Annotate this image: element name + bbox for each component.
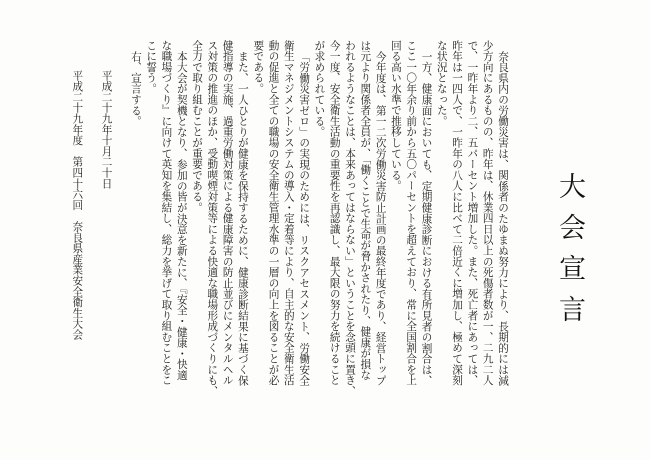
body-line: 少方向にあるものの、昨年は、休業四日以上の死傷者数が一、二九二人 — [481, 40, 494, 386]
declaration-body — [55, 40, 510, 436]
body-line: な職場づくり』に向けて英知を集結し、総力を挙げて取り組むことをこ — [160, 40, 173, 386]
body-line: 動の促進と全ての職場の安全衛生管理水準の一層の向上を図ることが必 — [267, 40, 280, 386]
body-line: 一方、健康面においても、定期健康診断における有所見者の割合は、 — [420, 50, 433, 386]
body-line: 「労働災害ゼロ」の実現のためには、リスクアセスメント、労働安全 — [298, 50, 311, 386]
document-title: 大会宣言 — [554, 172, 585, 336]
body-line: 奈良県内の労働災害は、関係者のたゆまぬ努力により、長期的には減 — [497, 50, 509, 386]
body-line: 今一度、安全衛生活動の重要性を再認識し、最大限の努力を続けること — [328, 40, 341, 386]
body-line: われるようなことは、本来あってはならない」ということを念頭に置き、 — [344, 40, 357, 397]
body-line: は元より関係者全員が、「働くことで生命が脅かされたり、健康が損な — [359, 40, 372, 381]
declaration-date: 平成二十九年十月二十日 — [100, 70, 113, 189]
body-line: で、一昨年より二、五パーセント増加した。また、死亡者にあっては、 — [466, 40, 479, 386]
body-line: ここ一〇年余り前から五〇パーセントを超えており、常に全国割合を上 — [405, 40, 418, 386]
body-line: 回る高い水準で推移している。 — [389, 40, 402, 192]
organizer-signature: 平成二十九年度 第四十六回 奈良県産業安全衛生大会 — [71, 70, 84, 340]
body-line: が求められている。 — [313, 40, 326, 138]
body-line: 今年度は、第一二次労働災害防止計画の最終年度であり、経営トップ — [374, 50, 387, 386]
body-line: また、一人ひとりが健康を保持するために、健康診断結果に基づく保 — [236, 50, 249, 386]
body-line: な状況となった。 — [435, 40, 448, 127]
declaration-closing: 右、宣言する。 — [129, 50, 142, 127]
body-line: 要である。 — [252, 40, 265, 94]
body-line: 本大会が契機となり、参加の皆が決意を新たに、『安全・健康・快適 — [175, 50, 188, 381]
body-line: 健指導の実施、過重労働対策による健康障害の防止並びにメンタルヘル — [221, 40, 234, 386]
body-line: ス対策の推進のほか、受動喫煙対策等による快適な職場形成づくりにも、 — [206, 40, 219, 397]
body-line: 全力で取り組むことが重要である。 — [191, 40, 204, 213]
body-line: 昨年は一四人で、一昨年の八人に比べて二倍近くに増加し、極めて深刻 — [451, 40, 464, 386]
body-line: こに誓う。 — [145, 40, 158, 94]
body-line: 衛生マネジメントシステムの導入・定着等により、自主的な安全衛生活 — [282, 40, 295, 386]
